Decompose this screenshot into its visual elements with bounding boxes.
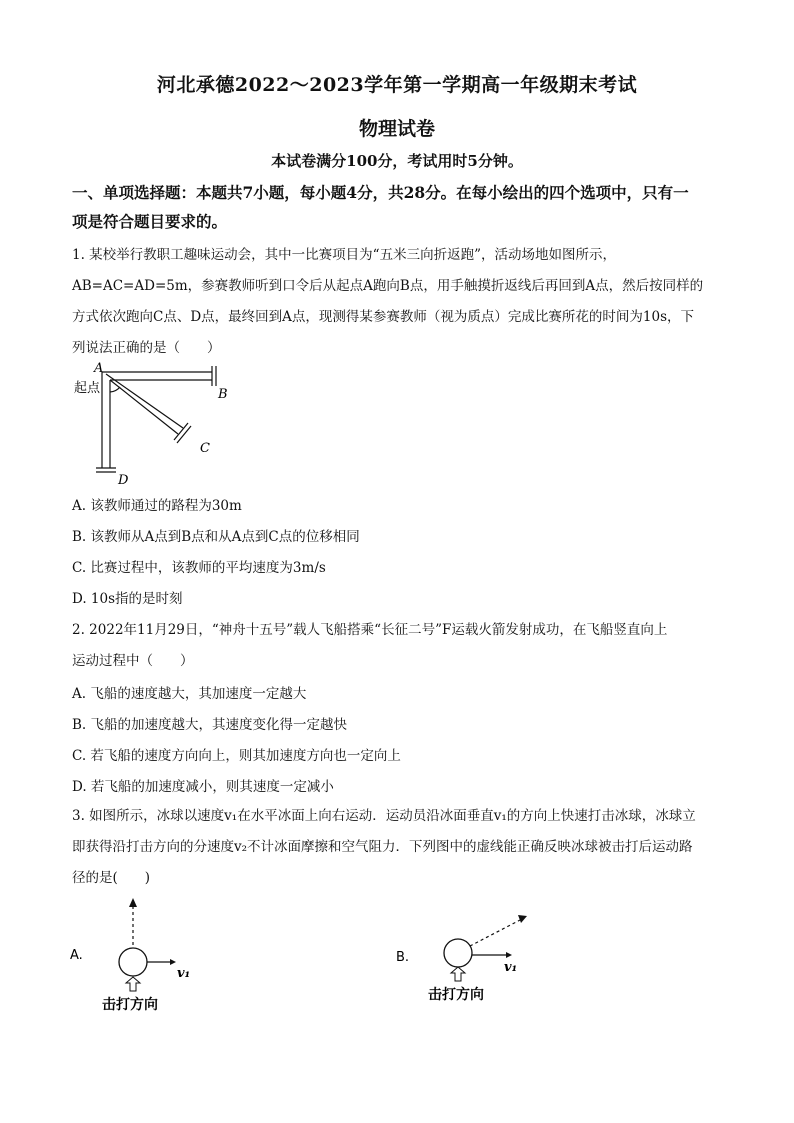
q1-option-a: A. 该教师通过的路程为30m xyxy=(72,498,242,514)
label-start: 起点 xyxy=(74,381,101,396)
q2-line2: 运动过程中（ ） xyxy=(72,653,194,669)
label-a: A xyxy=(94,361,104,376)
q2-option-d: D. 若飞船的加速度减小，则其速度一定减小 xyxy=(72,779,334,795)
page-title: 河北承德2022～2023学年第一学期高一年级期末考试 xyxy=(156,74,638,96)
fig-a-v1-label: v₁ xyxy=(177,966,191,981)
fig-b-caption: 击打方向 xyxy=(428,987,484,1003)
label-b: B xyxy=(218,387,228,402)
q2-line1: 2. 2022年11月29日，“神舟十五号”载人飞船搭乘“长征二号”F运载火箭发射成功，在飞船竖直向上 xyxy=(72,622,668,638)
q1-figure xyxy=(70,360,240,490)
fig-a-label: A. xyxy=(70,948,83,963)
q1-line3: 方式依次跑向C点、D点，最终回到A点，现测得某参赛教师（视为质点）完成比赛所花的时间为10s，下 xyxy=(72,309,695,325)
section-heading-line1: 一、单项选择题：本题共7小题，每小题4分，共28分。在每小绘出的四个选项中，只有一 xyxy=(72,183,689,202)
q3-figure-a xyxy=(68,895,268,1020)
q1-option-d: D. 10s指的是时刻 xyxy=(72,591,183,607)
q1-line1: 1. 某校举行教职工趣味运动会，其中一比赛项目为“五米三向折返跑”，活动场地如图所示， xyxy=(72,247,616,263)
q3-line2: 即获得沿打击方向的分速度v₂不计冰面摩擦和空气阻力．下列图中的虚线能正确反映冰球被击打后运动路 xyxy=(72,839,693,855)
q3-line1: 3. 如图所示，冰球以速度v₁在水平冰面上向右运动．运动员沿冰面垂直v₁的方向上快速打击冰球，冰球立 xyxy=(72,808,696,824)
q1-option-c: C. 比赛过程中，该教师的平均速度为3m/s xyxy=(72,560,326,576)
label-d: D xyxy=(118,473,129,488)
fig-a-caption: 击打方向 xyxy=(102,997,158,1013)
q3-figure-b xyxy=(394,905,594,1015)
section-heading xyxy=(72,178,732,236)
q2-option-b: B. 飞船的加速度越大，其速度变化得一定越快 xyxy=(72,717,348,733)
q2-option-a: A. 飞船的速度越大，其加速度一定越大 xyxy=(72,686,307,702)
q1-line2: AB=AC=AD=5m，参赛教师听到口令后从起点A跑向B点，用手触摸折返线后再回到A点，然后按同样的 xyxy=(72,278,704,294)
q1-line4: 列说法正确的是（ ） xyxy=(72,340,221,356)
fig-b-v1-label: v₁ xyxy=(504,960,518,975)
q2-option-c: C. 若飞船的速度方向向上，则其加速度方向也一定向上 xyxy=(72,748,401,764)
q3-line3: 径的是( ) xyxy=(72,870,151,886)
exam-note: 本试卷满分100分，考试用时5分钟。 xyxy=(271,152,523,170)
section-heading-line2: 项是符合题目要求的。 xyxy=(72,212,228,231)
fig-b-label: B. xyxy=(396,950,410,965)
q1-option-b: B. 该教师从A点到B点和从A点到C点的位移相同 xyxy=(72,529,360,545)
label-c: C xyxy=(200,441,210,456)
page-subtitle: 物理试卷 xyxy=(358,118,435,140)
